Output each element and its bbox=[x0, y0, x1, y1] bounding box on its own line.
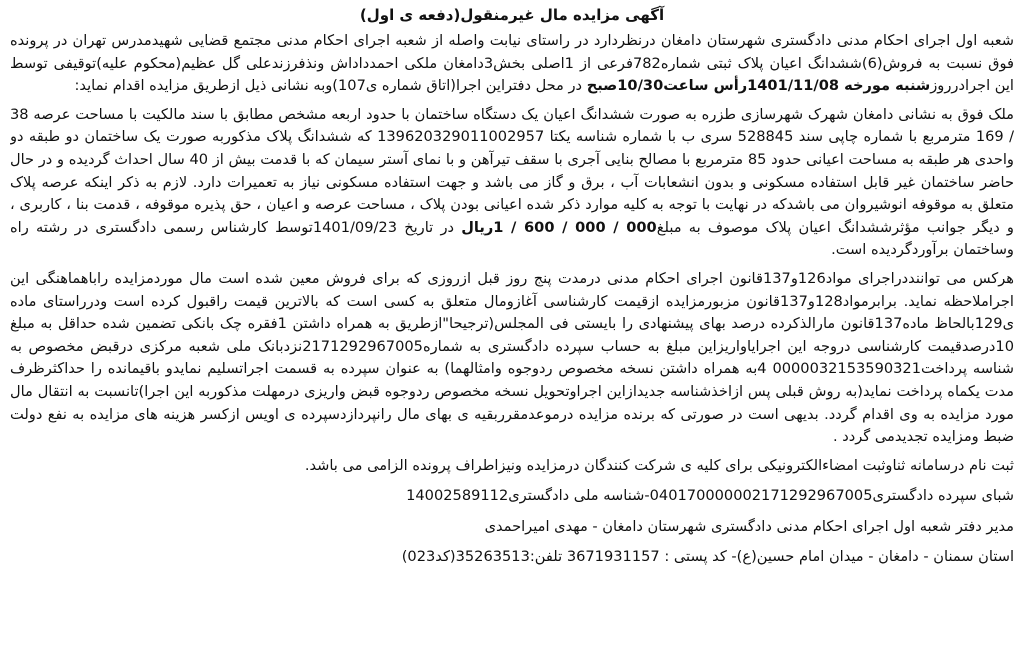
office-address: استان سمنان - دامغان - میدان امام حسین(ع)- کد پستی : 3671931157 تلفن:35263513(کد023) bbox=[401, 548, 1014, 566]
deposit-account-info: شبای سپرده دادگستری040170000002171292967005-شناسه ملی دادگستری14002589112 bbox=[406, 487, 1014, 505]
notice-title: آگهی مزایده مال غیرمنقول(دفعه ی اول) bbox=[359, 6, 665, 24]
notice-intro-paragraph bbox=[10, 30, 1014, 98]
auction-notice bbox=[10, 4, 1014, 655]
office-manager-signature: مدیر دفتر شعبه اول اجرای احکام مدنی دادگستری شهرستان دامغان - مهدی امیراحمدی bbox=[484, 517, 1014, 535]
registration-requirement: ثبت نام درسامانه ثناوثبت امضاءالکترونیکی برای کلیه ی شرکت کنندگان درمزایده ونیزاطراف پرونده الزامی می باشد. bbox=[304, 456, 1014, 474]
property-description-paragraph bbox=[10, 104, 1014, 262]
appraised-amount: 000 / 000 / 600 / 1ریال bbox=[461, 218, 657, 236]
bidding-conditions-paragraph: هرکس می تواننددراجرای مواد126و137قانون اجرای احکام مدنی درمدت پنج روز قبل ازروزی که برای فروش معین شده است مال موردمزایده راباهماهنگی این اجراملاحظه نماید. برابرمواد128و137قانون مزبورمزایده ازقیمت کارشناسی آغازومال متعلق به کسی است که بالاترین قیمت راقبول کرده است ودرراستای ماده ی129بالحاظ ماده137قانون مارالذکرده درصد بهای پیشنهادی را بایستی فی المجلس(ترجیحا"ازطریق به همراه داشتن 1فقره چک بانکی تضمین شده حداقل به مبلغ 10درصدقیمت کارشناسی دروجه این اجرایاواریزاین مبلغ به حساب سپرده دادگستری به شماره2171292967005نزدبانک ملی شعبه مرکزی درقبض مخصوص به شناسه پرداخت0000032153590321 4به همراه داشتن نسخه مخصوص ردوجوه وامثالهما) به عنوان سپرده به قسمت اجراتسلیم نمایدو باقیمانده را حداکثرظرف مدت یکماه پرداخت نماید(به روش قبلی پس ازاخذشناسه جدیدازاین اجراوتحویل نسخه مخصوص ردوجوه قبض واریزی درمهلت مذکوربه این اجرا)تانسبت به انتقال مال مورد مزایده به وی اقدام گردد. بدیهی است در صورتی که برنده مزایده درموعدمقرربقیه ی بهای مال رانپردازدسپرده ی اویس ازکسر هزینه های مزایده به نفع دولت ضبط ومزایده تجدیدمی گردد . bbox=[10, 269, 1014, 446]
intro-text: شعبه اول اجرای احکام مدنی دادگستری شهرستان دامغان درنظردارد در راستای نیابت واصله از شعبه اجرای احکام مدنی مجتمع قضایی شهیدمدرس تهران در پرونده فوق نسبت به فروش(6)ششدانگ اعیان پلاک ثبتی شماره782فرعی از 1اصلی بخش3دامغان ملکی احمدداداش ونذفرزندعلی گل عظیم(محکوم علیه)توقیفی توسط این اجرادرروز bbox=[10, 32, 1014, 95]
property-description-text: ملک فوق به نشانی دامغان شهرک شهرسازی طزره به صورت ششدانگ اعیان یک دستگاه ساختمان با حدود اربعه مشخص مطابق با سند مالکیت با مساحت عرصه 38 / 169 مترمربع با شماره چاپی سند 528845 سری ب با شماره شناسه یکتا 139620329011002957 که ششدانگ پلاک مذکوربه صورت یک ساختمان دو طبقه دو واحدی هر طبقه به مساحت اعیانی حدود 85 مترمربع با مصالح بنایی آجری با سقف تیرآهن و با نمای آستر سیمان که با قدمت بیش از 40 سال احداث گردیده و در حال حاضر ساختمان غیر قابل استفاده مسکونی و بدون انشعابات آب ، برق و گاز می باشد و جهت استفاده مسکونی نیاز به تعمیرات دارد. لازم به ذکر اینکه عرصه پلاک متعلق به موقوفه انوشیروان می باشدکه در نهایت با توجه به کلیه موارد ذکر شده اعیانی بودن پلاک ، مساحت عرصه و اعیان ، حق پذیره موقوفه ، قدمت بنا ، کاربری ، و دیگر جوانب مؤثرششدانگ اعیان پلاک موصوف به مبلغ bbox=[10, 105, 1014, 236]
auction-time: رأس ساعت10/30صبح bbox=[586, 77, 748, 95]
auction-date: شنبه مورخه 1401/11/08 bbox=[747, 77, 931, 95]
intro-location-text: در محل دفتراین اجرا(اتاق شماره ی107)وبه نشانی ذیل ازطریق مزایده اقدام نماید: bbox=[74, 77, 587, 95]
appraisal-date-text: در تاریخ 1401/09/23توسط کارشناس رسمی دادگستری در رشته راه وساختمان برآوردگردیده است. bbox=[10, 218, 1014, 259]
